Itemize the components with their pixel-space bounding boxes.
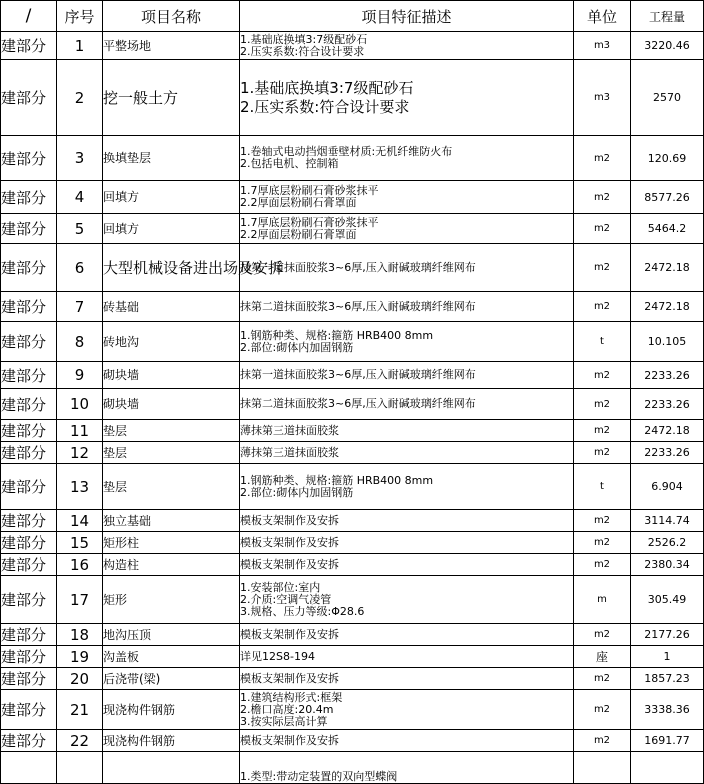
item-name-cell: 地沟压顶 bbox=[103, 624, 240, 646]
description-line: 1.卷轴式电动挡烟垂壁材质:无机纤维防火布 bbox=[240, 145, 453, 158]
unit-cell: m2 bbox=[574, 690, 631, 730]
table-row bbox=[1, 362, 704, 389]
description-cell bbox=[240, 624, 574, 646]
category-cell: 建部分 bbox=[1, 690, 57, 730]
category-cell: 建部分 bbox=[1, 60, 57, 136]
quantity-cell: 2526.2 bbox=[631, 532, 704, 554]
table-row bbox=[1, 214, 704, 244]
quantity-cell: 2570 bbox=[631, 60, 704, 136]
seq-cell: 6 bbox=[57, 244, 103, 292]
description-line: 1.基础底换填3:7级配砂石 bbox=[240, 78, 414, 97]
quantity-cell: 1691.77 bbox=[631, 730, 704, 752]
seq-cell: 18 bbox=[57, 624, 103, 646]
category-cell: 建部分 bbox=[1, 32, 57, 60]
item-name-cell: 现浇构件钢筋 bbox=[103, 690, 240, 730]
category-cell: 建部分 bbox=[1, 322, 57, 362]
category-cell: 建部分 bbox=[1, 646, 57, 668]
table-row bbox=[1, 510, 704, 532]
quantity-cell: 2380.34 bbox=[631, 554, 704, 576]
description-line: 2.2厚面层粉刷石膏罩面 bbox=[240, 196, 357, 209]
description-line: 3.按实际层高计算 bbox=[240, 714, 328, 728]
table-row bbox=[1, 752, 704, 784]
description-cell bbox=[240, 362, 574, 389]
description-cell bbox=[240, 322, 574, 362]
header-qty: 工程量 bbox=[631, 1, 704, 32]
description-line: 抹第二道抹面胶浆3~6厚,压入耐碱玻璃纤维网布 bbox=[240, 299, 476, 313]
description-line: 1.建筑结构形式:框架 bbox=[240, 690, 343, 704]
unit-cell: m2 bbox=[574, 389, 631, 420]
seq-cell: 3 bbox=[57, 136, 103, 181]
unit-cell bbox=[574, 752, 631, 784]
unit-cell: 座 bbox=[574, 646, 631, 668]
description-line: 2.介质:空调气凌管 bbox=[240, 592, 332, 606]
unit-cell: m2 bbox=[574, 510, 631, 532]
quantity-cell: 2233.26 bbox=[631, 389, 704, 420]
item-name-cell: 垫层 bbox=[103, 442, 240, 464]
seq-cell: 21 bbox=[57, 690, 103, 730]
seq-cell: 5 bbox=[57, 214, 103, 244]
unit-cell: m2 bbox=[574, 181, 631, 214]
item-name-cell: 砌块墙 bbox=[103, 389, 240, 420]
item-name-cell: 回填方 bbox=[103, 214, 240, 244]
table-row bbox=[1, 668, 704, 690]
table-row bbox=[1, 292, 704, 322]
description-line: 1.7厚底层粉刷石膏砂浆抹平 bbox=[240, 184, 379, 197]
header-row bbox=[1, 1, 704, 32]
category-cell: 建部分 bbox=[1, 668, 57, 690]
category-cell: 建部分 bbox=[1, 442, 57, 464]
description-line: 模板支架制作及安拆 bbox=[240, 733, 339, 747]
quantity-cell: 6.904 bbox=[631, 464, 704, 510]
description-line: 薄抹第三道抹面胶浆 bbox=[240, 423, 339, 437]
table-row bbox=[1, 554, 704, 576]
table-row bbox=[1, 464, 704, 510]
item-name-cell: 现浇构件钢筋 bbox=[103, 730, 240, 752]
description-cell bbox=[240, 214, 574, 244]
description-cell bbox=[240, 420, 574, 442]
description-line: 2.压实系数:符合设计要求 bbox=[240, 44, 365, 58]
seq-cell: 15 bbox=[57, 532, 103, 554]
unit-cell: m2 bbox=[574, 532, 631, 554]
description-line: 模板支架制作及安拆 bbox=[240, 627, 339, 641]
description-cell bbox=[240, 32, 574, 60]
quantity-cell: 2472.18 bbox=[631, 244, 704, 292]
item-name-cell: 挖一般土方 bbox=[103, 60, 240, 136]
description-line: 模板支架制作及安拆 bbox=[240, 535, 339, 549]
seq-cell: 9 bbox=[57, 362, 103, 389]
table-row bbox=[1, 442, 704, 464]
description-cell bbox=[240, 646, 574, 668]
unit-cell: t bbox=[574, 322, 631, 362]
description-cell bbox=[240, 389, 574, 420]
item-name-cell: 砌块墙 bbox=[103, 362, 240, 389]
seq-cell bbox=[57, 752, 103, 784]
category-cell: 建部分 bbox=[1, 244, 57, 292]
description-cell bbox=[240, 292, 574, 322]
seq-cell: 20 bbox=[57, 668, 103, 690]
description-line: 1.钢筋种类、规格:箍筋 HRB400 8mm bbox=[240, 328, 434, 342]
description-line: 详见12S8-194 bbox=[240, 649, 315, 663]
description-line: 2.檐口高度:20.4m bbox=[240, 702, 334, 716]
seq-cell: 14 bbox=[57, 510, 103, 532]
description-line: 模板支架制作及安拆 bbox=[240, 513, 339, 527]
description-cell bbox=[240, 244, 574, 292]
item-name-cell: 砖地沟 bbox=[103, 322, 240, 362]
item-name-cell: 垫层 bbox=[103, 464, 240, 510]
category-cell: 建部分 bbox=[1, 136, 57, 181]
table-row bbox=[1, 32, 704, 60]
table-row bbox=[1, 576, 704, 624]
unit-cell: m3 bbox=[574, 60, 631, 136]
seq-cell: 22 bbox=[57, 730, 103, 752]
item-name-cell: 矩形 bbox=[103, 576, 240, 624]
category-cell: 建部分 bbox=[1, 624, 57, 646]
item-name-cell: 沟盖板 bbox=[103, 646, 240, 668]
unit-cell: m2 bbox=[574, 420, 631, 442]
category-cell: 建部分 bbox=[1, 214, 57, 244]
description-line: 1.7厚底层粉刷石膏砂浆抹平 bbox=[240, 215, 379, 229]
unit-cell: m2 bbox=[574, 442, 631, 464]
quantity-cell: 10.105 bbox=[631, 322, 704, 362]
category-cell bbox=[1, 752, 57, 784]
table-row bbox=[1, 420, 704, 442]
header-unit: 单位 bbox=[574, 1, 631, 32]
description-line: 1.钢筋种类、规格:箍筋 HRB400 8mm bbox=[240, 473, 434, 487]
unit-cell: m2 bbox=[574, 362, 631, 389]
unit-cell: t bbox=[574, 464, 631, 510]
item-name-cell: 砖基础 bbox=[103, 292, 240, 322]
description-line: 2.压实系数:符合设计要求 bbox=[240, 97, 410, 116]
description-cell bbox=[240, 532, 574, 554]
table-row bbox=[1, 532, 704, 554]
quantity-cell: 3114.74 bbox=[631, 510, 704, 532]
header-slash: / bbox=[1, 1, 57, 32]
category-cell: 建部分 bbox=[1, 389, 57, 420]
category-cell: 建部分 bbox=[1, 532, 57, 554]
description-line: 2.包括电机、控制箱 bbox=[240, 157, 339, 170]
description-cell bbox=[240, 554, 574, 576]
table-row bbox=[1, 730, 704, 752]
table-row bbox=[1, 646, 704, 668]
item-name-cell: 平整场地 bbox=[103, 32, 240, 60]
quantity-cell: 1857.23 bbox=[631, 668, 704, 690]
item-name-cell: 后浇带(梁) bbox=[103, 668, 240, 690]
unit-cell: m2 bbox=[574, 554, 631, 576]
unit-cell: m2 bbox=[574, 136, 631, 181]
quantity-cell: 8577.26 bbox=[631, 181, 704, 214]
seq-cell: 12 bbox=[57, 442, 103, 464]
seq-cell: 10 bbox=[57, 389, 103, 420]
category-cell: 建部分 bbox=[1, 420, 57, 442]
description-line: 1.基础底换填3:7级配砂石 bbox=[240, 32, 368, 46]
item-name-cell: 垫层 bbox=[103, 420, 240, 442]
seq-cell: 19 bbox=[57, 646, 103, 668]
description-line: 抹第一道抹面胶浆3~6厚,压入耐碱玻璃纤维网布 bbox=[240, 368, 476, 381]
description-cell bbox=[240, 136, 574, 181]
table-row bbox=[1, 624, 704, 646]
description-cell bbox=[240, 576, 574, 624]
table-row bbox=[1, 690, 704, 730]
unit-cell: m2 bbox=[574, 244, 631, 292]
item-name-cell bbox=[103, 752, 240, 784]
table-row bbox=[1, 181, 704, 214]
seq-cell: 1 bbox=[57, 32, 103, 60]
quantity-cell: 2177.26 bbox=[631, 624, 704, 646]
description-cell bbox=[240, 60, 574, 136]
description-line: 1.类型:带动定装置的双向型蝶阀 bbox=[240, 770, 398, 783]
description-line: 3.规格、压力等级:Φ28.6 bbox=[240, 604, 365, 618]
description-cell bbox=[240, 690, 574, 730]
header-seq: 序号 bbox=[57, 1, 103, 32]
category-cell: 建部分 bbox=[1, 362, 57, 389]
description-line: 模板支架制作及安拆 bbox=[240, 671, 339, 685]
seq-cell: 8 bbox=[57, 322, 103, 362]
unit-cell: m3 bbox=[574, 32, 631, 60]
quantity-cell: 5464.2 bbox=[631, 214, 704, 244]
item-name-cell: 构造柱 bbox=[103, 554, 240, 576]
unit-cell: m2 bbox=[574, 668, 631, 690]
description-line: 2.2厚面层粉刷石膏罩面 bbox=[240, 227, 357, 241]
quantity-cell: 2472.18 bbox=[631, 292, 704, 322]
category-cell: 建部分 bbox=[1, 464, 57, 510]
description-line: 抹第二道抹面胶浆3~6厚,压入耐碱玻璃纤维网布 bbox=[240, 397, 476, 410]
quantity-cell: 120.69 bbox=[631, 136, 704, 181]
table-row bbox=[1, 60, 704, 136]
unit-cell: m bbox=[574, 576, 631, 624]
quantity-cell: 3338.36 bbox=[631, 690, 704, 730]
unit-cell: m2 bbox=[574, 214, 631, 244]
item-name-cell: 矩形柱 bbox=[103, 532, 240, 554]
description-cell bbox=[240, 464, 574, 510]
quantity-cell: 2472.18 bbox=[631, 420, 704, 442]
category-cell: 建部分 bbox=[1, 554, 57, 576]
category-cell: 建部分 bbox=[1, 181, 57, 214]
unit-cell: m2 bbox=[574, 292, 631, 322]
header-name: 项目名称 bbox=[103, 1, 240, 32]
category-cell: 建部分 bbox=[1, 292, 57, 322]
description-line: 薄抹第三道抹面胶浆 bbox=[240, 445, 339, 459]
unit-cell: m2 bbox=[574, 730, 631, 752]
quantity-cell: 2233.26 bbox=[631, 362, 704, 389]
seq-cell: 17 bbox=[57, 576, 103, 624]
quantity-cell bbox=[631, 752, 704, 784]
description-line: 1.安装部位:室内 bbox=[240, 580, 321, 594]
description-cell bbox=[240, 752, 574, 784]
item-name-cell: 回填方 bbox=[103, 181, 240, 214]
description-cell bbox=[240, 668, 574, 690]
unit-cell: m2 bbox=[574, 624, 631, 646]
table-row bbox=[1, 244, 704, 292]
table-row bbox=[1, 136, 704, 181]
seq-cell: 4 bbox=[57, 181, 103, 214]
category-cell: 建部分 bbox=[1, 576, 57, 624]
description-line: 抹第一道抹面胶浆3~6厚,压入耐碱玻璃纤维网布 bbox=[240, 260, 476, 274]
description-line: 2.部位:砌体内加固钢筋 bbox=[240, 485, 354, 499]
item-name-cell: 换填垫层 bbox=[103, 136, 240, 181]
category-cell: 建部分 bbox=[1, 730, 57, 752]
table-row bbox=[1, 322, 704, 362]
seq-cell: 11 bbox=[57, 420, 103, 442]
description-line: 2.部位:砌体内加固钢筋 bbox=[240, 340, 354, 354]
description-cell bbox=[240, 442, 574, 464]
item-name-cell: 独立基础 bbox=[103, 510, 240, 532]
seq-cell: 7 bbox=[57, 292, 103, 322]
category-cell: 建部分 bbox=[1, 510, 57, 532]
item-name-cell: 大型机械设备进出场及安拆 bbox=[103, 244, 240, 292]
seq-cell: 16 bbox=[57, 554, 103, 576]
header-desc: 项目特征描述 bbox=[240, 1, 574, 32]
description-line: 模板支架制作及安拆 bbox=[240, 557, 339, 571]
description-cell bbox=[240, 181, 574, 214]
description-cell bbox=[240, 730, 574, 752]
table-row bbox=[1, 389, 704, 420]
quantity-cell: 1 bbox=[631, 646, 704, 668]
quantity-cell: 2233.26 bbox=[631, 442, 704, 464]
seq-cell: 13 bbox=[57, 464, 103, 510]
quantity-cell: 305.49 bbox=[631, 576, 704, 624]
description-cell bbox=[240, 510, 574, 532]
seq-cell: 2 bbox=[57, 60, 103, 136]
quantity-cell: 3220.46 bbox=[631, 32, 704, 60]
